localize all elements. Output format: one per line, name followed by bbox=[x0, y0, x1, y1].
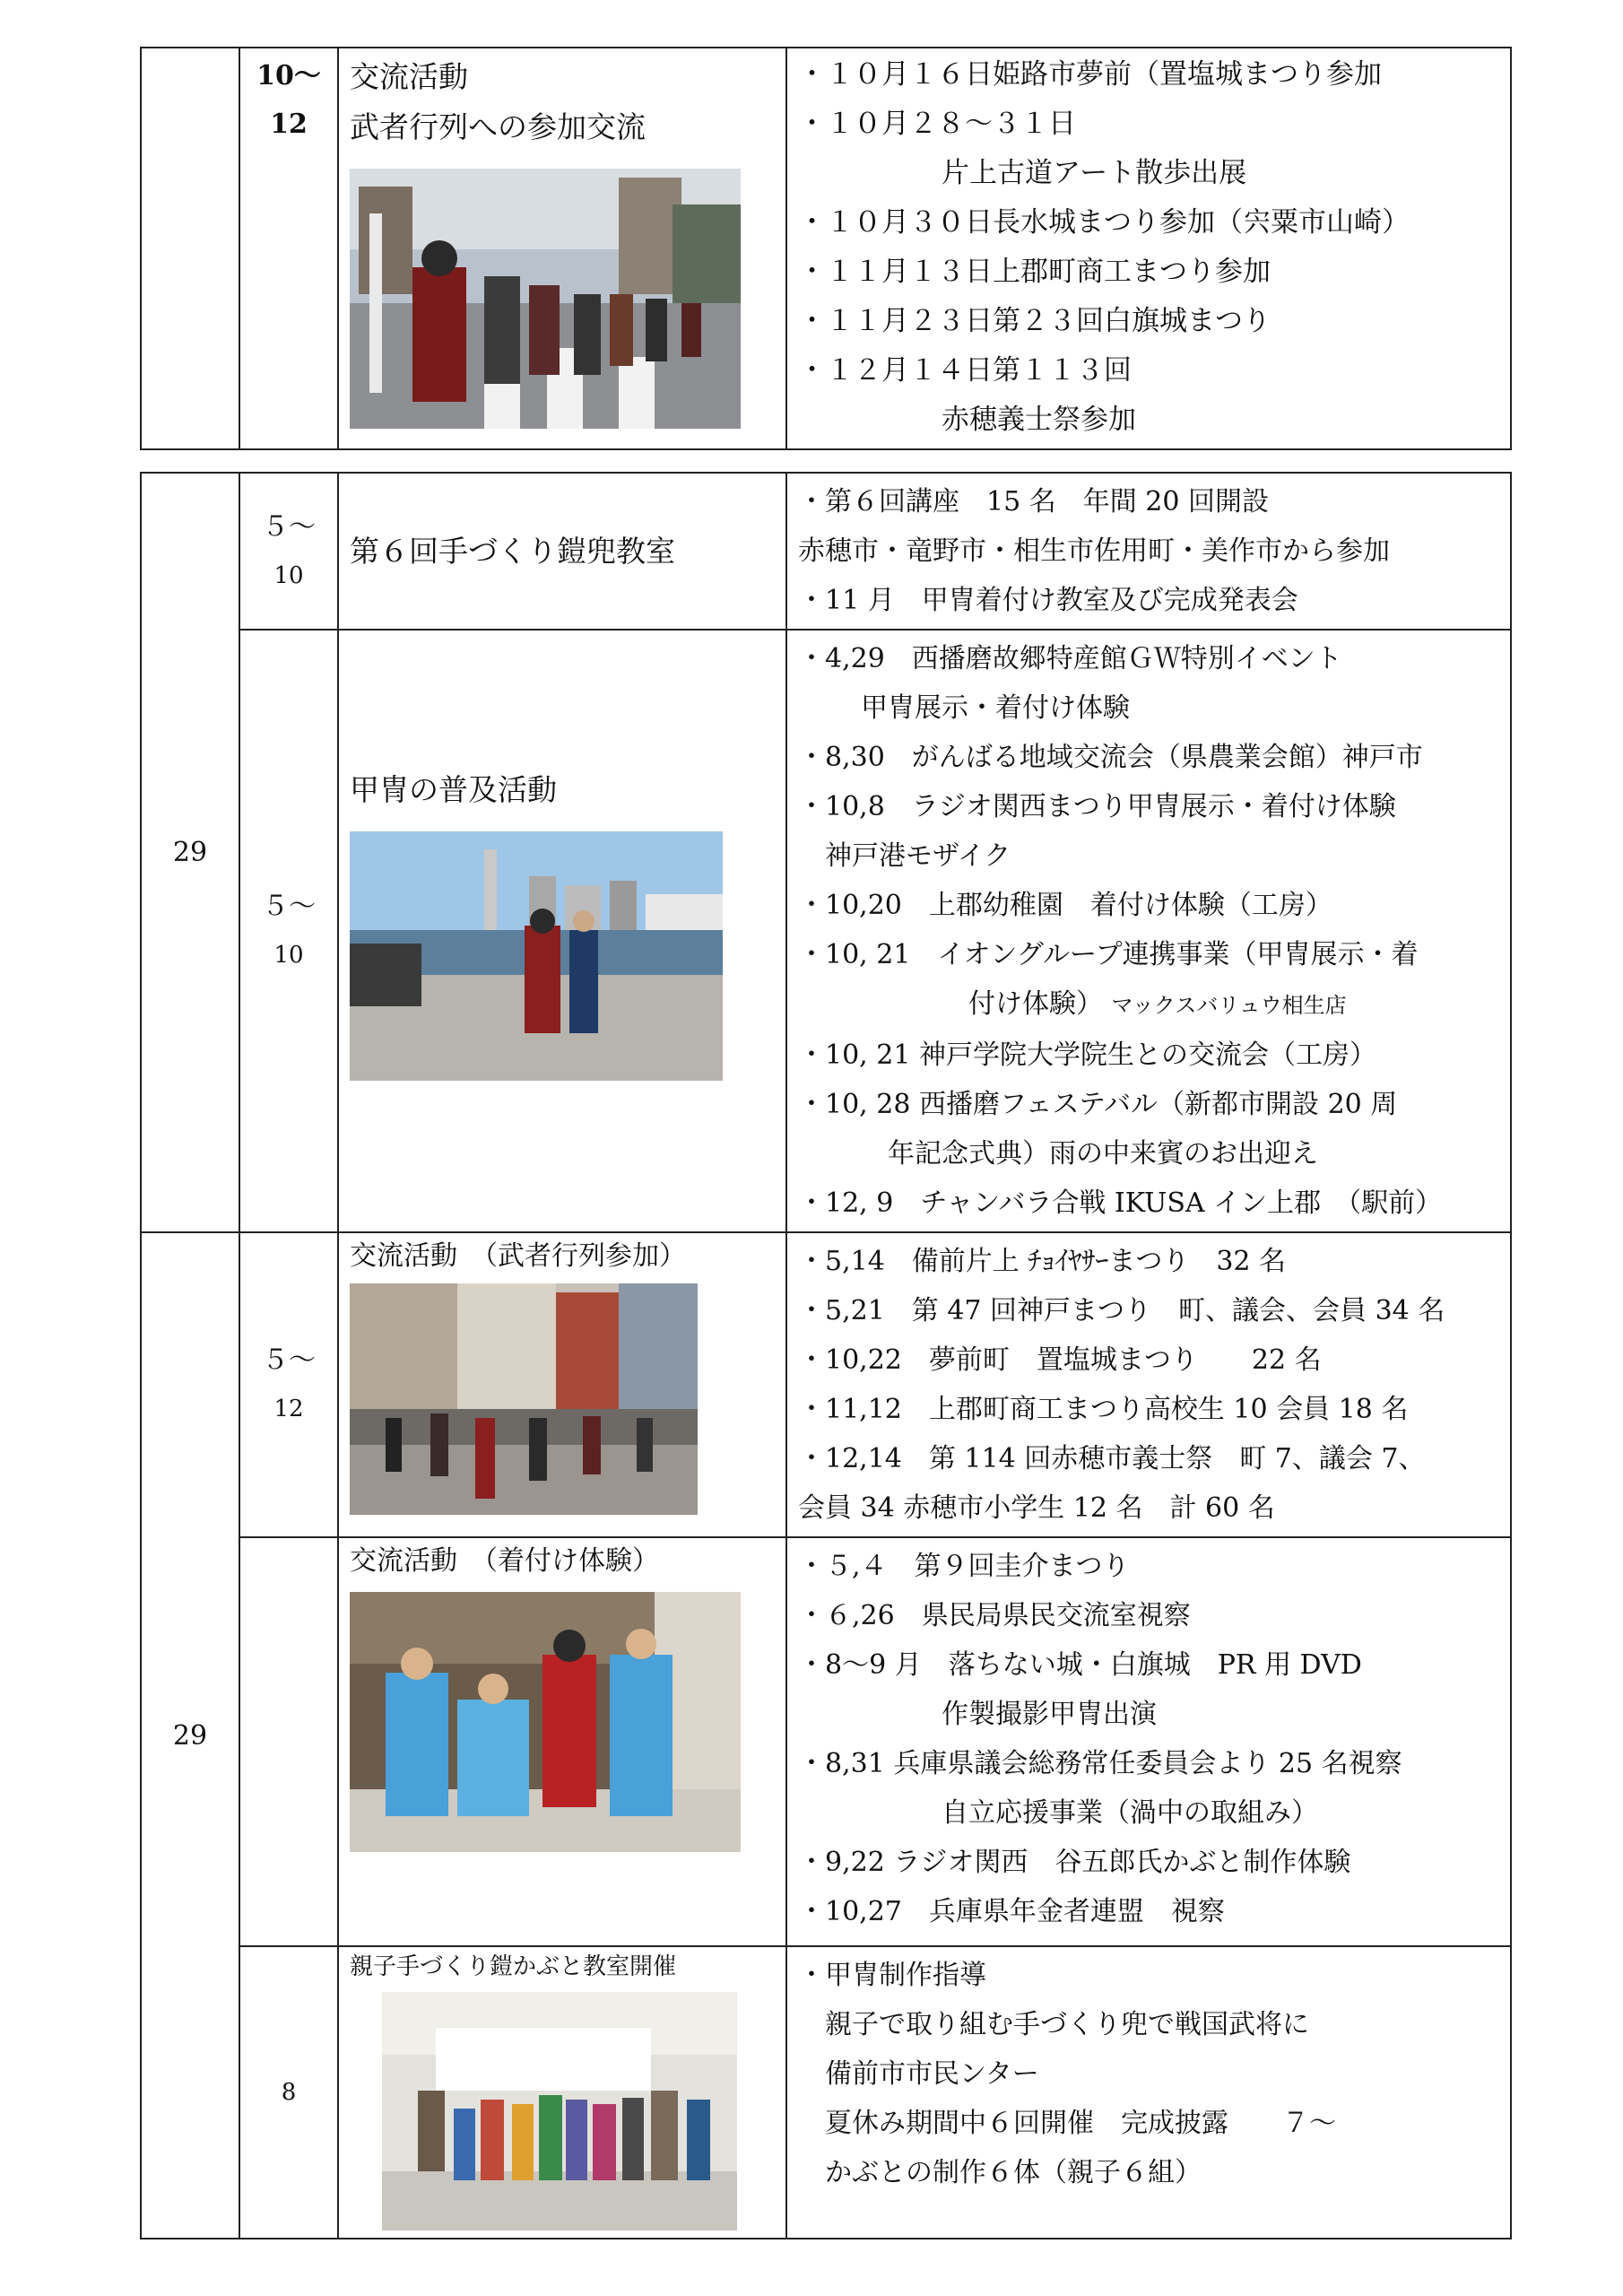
desc-line: かぶとの制作６体（親子６組） bbox=[825, 2157, 1202, 2188]
desc-line: ・１０月３０日長水城まつり参加（宍粟市山崎） bbox=[798, 206, 1410, 239]
description-cell bbox=[786, 1232, 1511, 1537]
samurai-parade-street-photo bbox=[350, 169, 741, 429]
year-cell: 29 bbox=[141, 473, 239, 1232]
title-cell bbox=[338, 1537, 786, 1946]
desc-text: 付け体験） bbox=[968, 988, 1103, 1020]
desc-line: ・１０月１６日姫路市夢前（置塩城まつり参加 bbox=[798, 58, 1382, 91]
desc-line: ・10,22 夢前町 置塩城まつり 22 名 bbox=[798, 1344, 1322, 1376]
year-cell-empty bbox=[141, 48, 239, 449]
period-start: ５〜 bbox=[262, 510, 316, 543]
period-cell bbox=[239, 1946, 338, 2239]
year-cell: 29 bbox=[141, 1232, 239, 2239]
desc-line: ・11,12 上郡町商工まつり高校生 10 会員 18 名 bbox=[798, 1394, 1409, 1425]
title-line-1: 交流活動 bbox=[350, 59, 468, 94]
period-end: 12 bbox=[273, 1396, 304, 1422]
desc-line: ・第６回講座 15 名 年間 20 回開設 bbox=[798, 486, 1269, 517]
desc-line: ・１１月２３日第２３回白旗城まつり bbox=[798, 305, 1271, 337]
desc-line: ・10, 28 西播磨フェステバル（新都市開設 20 周 bbox=[798, 1089, 1398, 1120]
desc-line: 年記念式典）雨の中来賓のお出迎え bbox=[888, 1138, 1318, 1170]
desc-line: 自立応援事業（渦中の取組み） bbox=[942, 1797, 1318, 1829]
desc-line: ・5,21 第 47 回神戸まつり 町、議会、会員 34 名 bbox=[798, 1295, 1445, 1326]
period-cell bbox=[239, 48, 338, 449]
desc-line: ・10, 21 イオングループ連携事業（甲冑展示・着 bbox=[798, 939, 1419, 970]
title-cell bbox=[338, 473, 786, 630]
armor-dressing-group-photo bbox=[350, 1592, 741, 1852]
period-start: ５〜 bbox=[262, 891, 316, 922]
desc-line: ・１０月２８〜３１日 bbox=[798, 108, 1076, 140]
title-cell bbox=[338, 48, 786, 449]
desc-line: ・12, 9 チャンバラ合戦 IKUSA イン上郡 （駅前） bbox=[798, 1187, 1443, 1219]
desc-line: 赤穂市・竜野市・相生市佐用町・美作市から参加 bbox=[798, 535, 1390, 567]
desc-line: ・１１月１３日上郡町商工まつり参加 bbox=[798, 256, 1271, 288]
kobe-festival-parade-photo bbox=[350, 1283, 698, 1515]
desc-line: ・11 月 甲冑着付け教室及び完成発表会 bbox=[798, 585, 1298, 616]
kobe-port-armor-photo bbox=[350, 831, 723, 1081]
desc-line: 作製撮影甲冑出演 bbox=[942, 1699, 1157, 1730]
description-cell bbox=[786, 473, 1511, 630]
desc-line: 夏休み期間中６回開催 完成披露 ７〜 bbox=[825, 2108, 1336, 2139]
period-cell bbox=[239, 473, 338, 630]
desc-line: ・６,26 県民局県民交流室視察 bbox=[798, 1600, 1191, 1631]
desc-line: 神戸港モザイク bbox=[825, 840, 1011, 872]
desc-line: 甲冑展示・着付け体験 bbox=[861, 692, 1130, 724]
period-end: 10 bbox=[273, 942, 304, 969]
desc-line: 親子で取り組む手づくり兜で戦国武将に bbox=[825, 2009, 1309, 2040]
row-title: 甲冑の普及活動 bbox=[350, 772, 557, 807]
desc-line: ・8,31 兵庫県議会総務常任委員会より 25 名視察 bbox=[798, 1748, 1402, 1779]
period-start: 10〜 bbox=[256, 60, 321, 91]
title-cell bbox=[338, 1232, 786, 1537]
row-title: 交流活動 （武者行列参加） bbox=[350, 1240, 686, 1272]
desc-line: ・5,14 備前片上 ﾁｮｲﾔｻｰまつり 32 名 bbox=[798, 1246, 1287, 1277]
desc-line: ・8〜9 月 落ちない城・白旗城 PR 用 DVD bbox=[798, 1649, 1362, 1681]
desc-line: ・甲冑制作指導 bbox=[798, 1960, 986, 1991]
description-cell bbox=[786, 1537, 1511, 1946]
parent-child-class-photo bbox=[382, 1992, 737, 2231]
desc-line: ・５,４ 第９回圭介まつり bbox=[798, 1551, 1130, 1582]
period-end: 10 bbox=[273, 561, 304, 589]
activity-table-top bbox=[140, 47, 1512, 450]
description-cell bbox=[786, 48, 1511, 449]
desc-line: ・10,20 上郡幼稚園 着付け体験（工房） bbox=[798, 890, 1332, 921]
title-cell bbox=[338, 1946, 786, 2239]
period-start: ５〜 bbox=[262, 1344, 316, 1376]
title-line-2: 武者行列への参加交流 bbox=[350, 109, 646, 144]
desc-line bbox=[798, 979, 1499, 1031]
period-cell bbox=[239, 630, 338, 1232]
desc-line: ・9,22 ラジオ関西 谷五郎氏かぶと制作体験 bbox=[798, 1847, 1351, 1878]
desc-line: ・12,14 第 114 回赤穂市義士祭 町 7、議会 7、 bbox=[798, 1443, 1426, 1474]
title-cell bbox=[338, 630, 786, 1232]
desc-line: ・8,30 がんばる地域交流会（県農業会館）神戸市 bbox=[798, 742, 1423, 773]
desc-line: 赤穂義士祭参加 bbox=[942, 404, 1136, 436]
period-cell-empty bbox=[239, 1537, 338, 1946]
desc-line: ・10,27 兵庫県年金者連盟 視察 bbox=[798, 1896, 1225, 1927]
activity-table-main bbox=[140, 472, 1512, 2239]
desc-text-small: マックスバリュウ相生店 bbox=[1111, 993, 1347, 1018]
row-title: 第６回手づくり鎧兜教室 bbox=[350, 533, 675, 569]
desc-line: 片上古道アート散歩出展 bbox=[942, 157, 1247, 189]
desc-line: 備前市市民ンター bbox=[825, 2058, 1039, 2090]
period-value: 8 bbox=[281, 2079, 297, 2106]
desc-line: ・10, 21 神戸学院大学院生との交流会（工房） bbox=[798, 1039, 1376, 1071]
desc-line: ・１２月１４日第１１３回 bbox=[798, 354, 1132, 387]
row-title: 交流活動 （着付け体験） bbox=[350, 1545, 659, 1577]
desc-line: 会員 34 赤穂市小学生 12 名 計 60 名 bbox=[798, 1492, 1275, 1524]
description-cell bbox=[786, 1946, 1511, 2239]
desc-line: ・4,29 西播磨故郷特産館ＧＷ特別イベント bbox=[798, 643, 1342, 674]
description-cell bbox=[786, 630, 1511, 1232]
row-title: 親子手づくり鎧かぶと教室開催 bbox=[350, 1953, 677, 1980]
desc-line: ・10,8 ラジオ関西まつり甲冑展示・着付け体験 bbox=[798, 791, 1396, 822]
period-end: 12 bbox=[270, 109, 308, 140]
period-cell bbox=[239, 1232, 338, 1537]
